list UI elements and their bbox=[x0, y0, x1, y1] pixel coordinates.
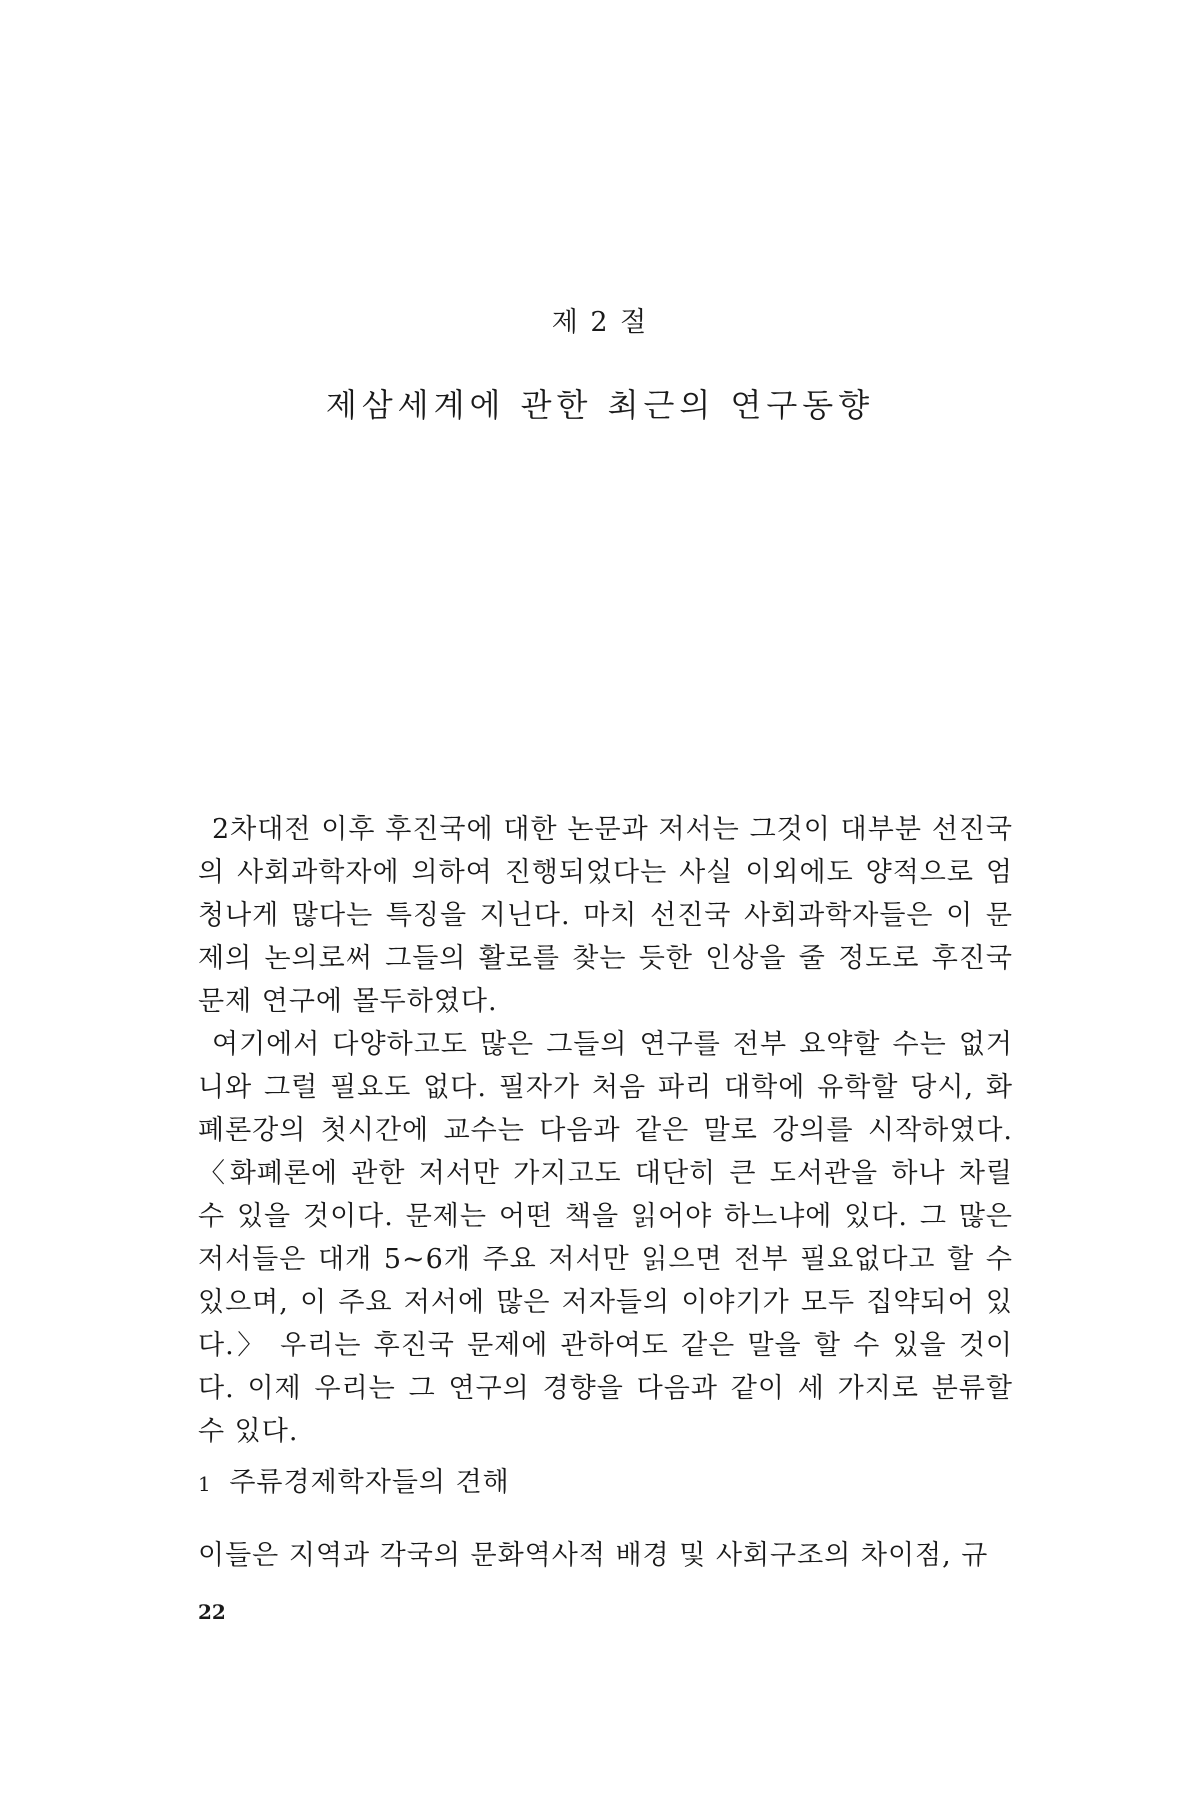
subheading-number: 1 bbox=[198, 1472, 212, 1496]
body-text bbox=[198, 808, 1013, 1453]
closing-line: 이들은 지역과 각국의 문화역사적 배경 및 사회구조의 차이점, 규 bbox=[198, 1540, 989, 1571]
subheading bbox=[198, 1460, 1013, 1499]
paragraph-2: 여기에서 다양하고도 많은 그들의 연구를 전부 요약할 수는 없거니와 그럴 필요도 없다. 필자가 처음 파리 대학에 유학할 당시, 화폐론강의 첫시간에 교수는 다음과 같은 말로 강의를 시작하였다. 〈화폐론에 관한 저서만 가지고도 대단히 큰 도서관을 하나 차릴 수 있을 것이다. 문제는 어떤 책을 읽어야 하느냐에 있다. 그 많은 저서들은 대개 5~6개 주요 저서만 읽으면 전부 필요없다고 할 수 있으며, 이 주요 저서에 많은 저자들의 이야기가 모두 집약되어 있다.〉 우리는 후진국 문제에 관하여도 같은 말을 할 수 있을 것이다. 이제 우리는 그 연구의 경향을 다음과 같이 세 가지로 분류할 수 있다. bbox=[198, 1029, 1013, 1447]
subheading-text: 주류경제학자들의 견해 bbox=[229, 1467, 510, 1498]
section-title: 제삼세계에 관한 최근의 연구동향 bbox=[325, 386, 875, 424]
section-label: 제 2 절 bbox=[551, 307, 649, 338]
page-number: 22 bbox=[198, 1600, 226, 1624]
paragraph-1: 2차대전 이후 후진국에 대한 논문과 저서는 그것이 대부분 선진국의 사회과학자에 의하여 진행되었다는 사실 이외에도 양적으로 엄청나게 많다는 특징을 지닌다. 마치 선진국 사회과학자들은 이 문제의 논의로써 그들의 활로를 찾는 듯한 인상을 줄 정도로 후진국 문제 연구에 몰두하였다. bbox=[198, 814, 1013, 1017]
